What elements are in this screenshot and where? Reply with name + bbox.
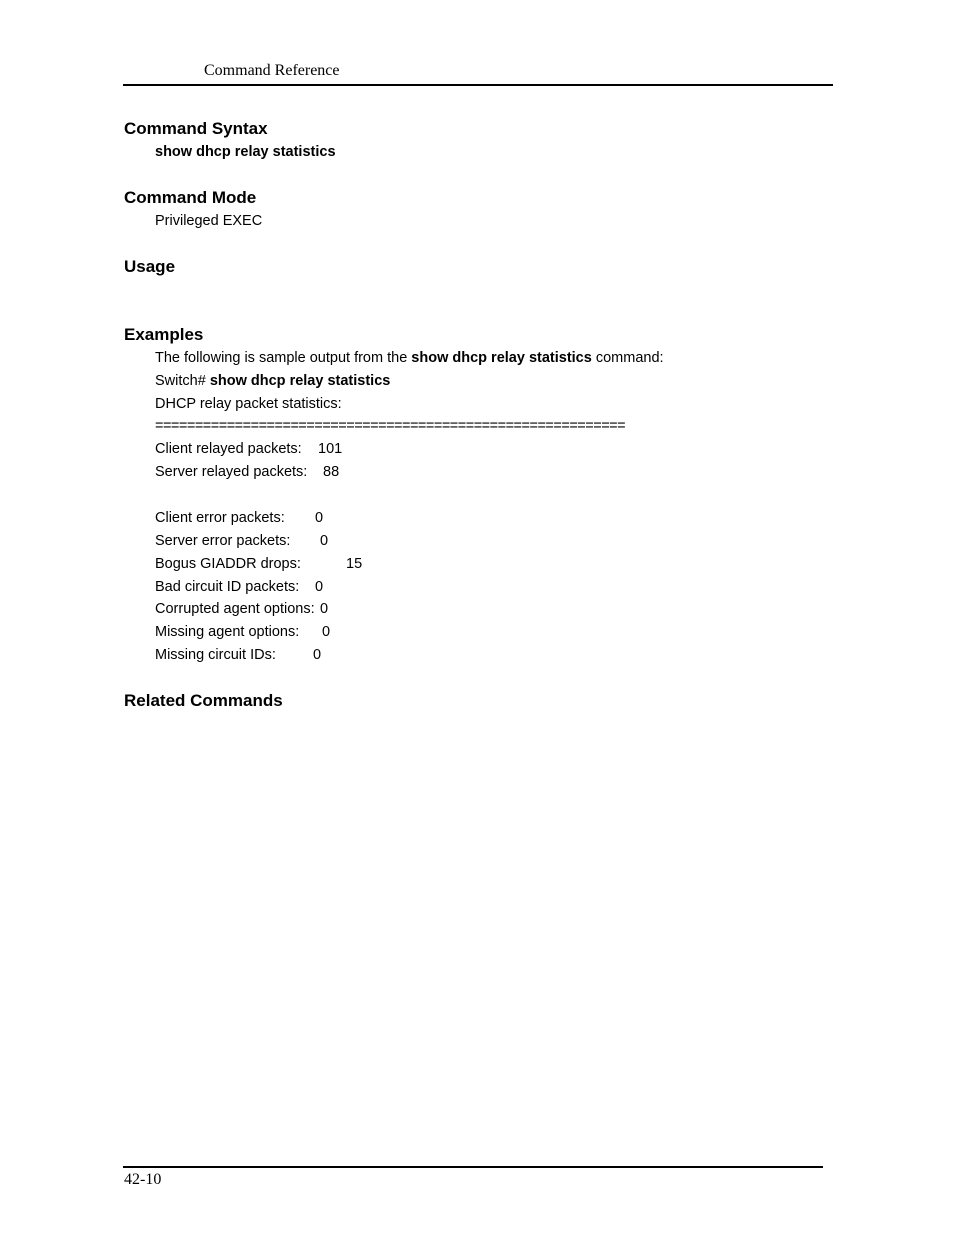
header-rule <box>123 84 833 86</box>
stat-value: 0 <box>320 533 329 549</box>
stat-value: 0 <box>315 579 324 595</box>
stat-label: Client relayed packets: <box>155 441 302 457</box>
stat-label: Corrupted agent options: <box>155 601 315 617</box>
intro-suffix: command: <box>595 350 664 366</box>
prompt-label: Switch# <box>155 373 206 389</box>
command-syntax-heading: Command Syntax <box>124 119 268 138</box>
stat-value: 88 <box>323 464 340 480</box>
example-prompt-line <box>155 373 390 389</box>
stat-label: Server relayed packets: <box>155 464 308 480</box>
stat-label: Missing agent options: <box>155 624 300 640</box>
output-separator: =========================================================== <box>155 418 626 434</box>
stat-label: Client error packets: <box>155 510 285 526</box>
stat-row <box>155 556 363 572</box>
stat-row <box>155 533 329 549</box>
stat-value: 0 <box>315 510 324 526</box>
page-number: 42-10 <box>124 1171 162 1188</box>
stat-value: 0 <box>313 647 322 663</box>
stat-label: Server error packets: <box>155 533 291 549</box>
examples-heading: Examples <box>124 325 204 344</box>
footer-rule <box>123 1166 823 1168</box>
stat-value: 101 <box>318 441 343 457</box>
stat-row <box>155 647 322 663</box>
intro-command: show dhcp relay statistics <box>411 350 592 366</box>
stat-row <box>155 464 340 480</box>
stat-value: 0 <box>320 601 329 617</box>
usage-heading: Usage <box>124 257 176 276</box>
stat-row <box>155 601 329 617</box>
stat-row <box>155 441 343 457</box>
intro-prefix: The following is sample output from the <box>155 350 408 366</box>
running-header: Command Reference <box>204 62 340 79</box>
stat-label: Bad circuit ID packets: <box>155 579 300 595</box>
command-mode-text: Privileged EXEC <box>155 213 263 229</box>
command-mode-heading: Command Mode <box>124 188 257 207</box>
output-title: DHCP relay packet statistics: <box>155 396 342 412</box>
stat-label: Missing circuit IDs: <box>155 647 276 663</box>
command-syntax-text: show dhcp relay statistics <box>155 144 336 160</box>
stat-value: 0 <box>322 624 331 640</box>
stat-value: 15 <box>346 556 363 572</box>
stat-label: Bogus GIADDR drops: <box>155 556 301 572</box>
stat-row <box>155 624 331 640</box>
stat-row <box>155 510 324 526</box>
related-commands-heading: Related Commands <box>124 691 283 710</box>
examples-intro <box>155 350 664 366</box>
prompt-command: show dhcp relay statistics <box>209 373 391 389</box>
stat-row <box>155 579 324 595</box>
